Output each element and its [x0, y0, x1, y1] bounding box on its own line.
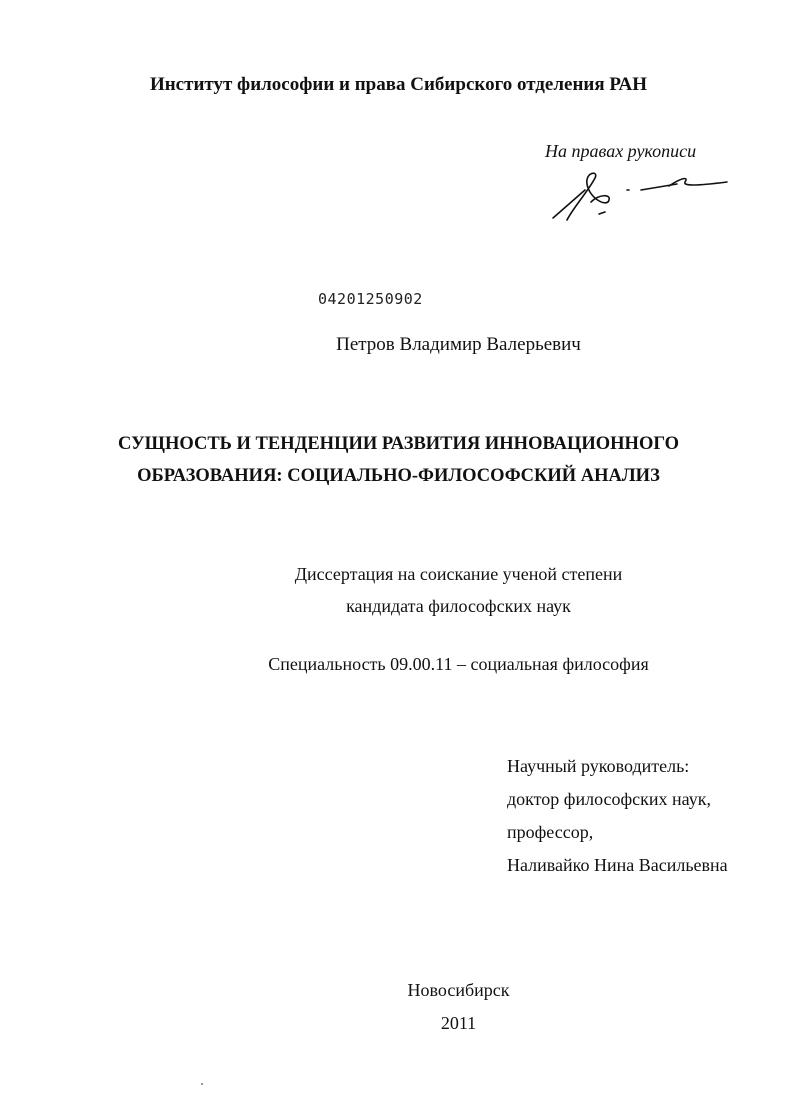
supervisor-block	[507, 750, 728, 882]
degree-statement	[0, 558, 797, 622]
supervisor-rank: профессор,	[507, 822, 594, 842]
degree-line-1: Диссертация на соискание ученой степени	[294, 564, 623, 584]
institute-heading: Институт философии и права Сибирского отделения РАН	[149, 74, 648, 95]
catalog-code: 04201250902	[318, 290, 423, 308]
place-and-year	[0, 974, 797, 1040]
dissertation-title	[0, 428, 797, 492]
supervisor-name: Наливайко Нина Васильевна	[507, 855, 728, 875]
signature-icon	[545, 168, 735, 228]
title-line-1: СУЩНОСТЬ И ТЕНДЕНЦИИ РАЗВИТИЯ ИННОВАЦИОННОГО	[117, 434, 680, 454]
title-line-2: ОБРАЗОВАНИЯ: СОЦИАЛЬНО-ФИЛОСОФСКИЙ АНАЛИЗ	[137, 466, 660, 486]
city: Новосибирск	[407, 980, 510, 1000]
year: 2011	[440, 1013, 477, 1033]
degree-line-2: кандидата философских наук	[346, 596, 571, 616]
manuscript-note: На правах рукописи	[545, 141, 697, 161]
author-name: Петров Владимир Валерьевич	[336, 334, 581, 355]
scan-speck	[201, 1083, 203, 1085]
supervisor-degree: доктор философских наук,	[507, 789, 711, 809]
specialty: Специальность 09.00.11 – социальная философия	[268, 654, 649, 674]
supervisor-label: Научный руководитель:	[507, 756, 690, 776]
